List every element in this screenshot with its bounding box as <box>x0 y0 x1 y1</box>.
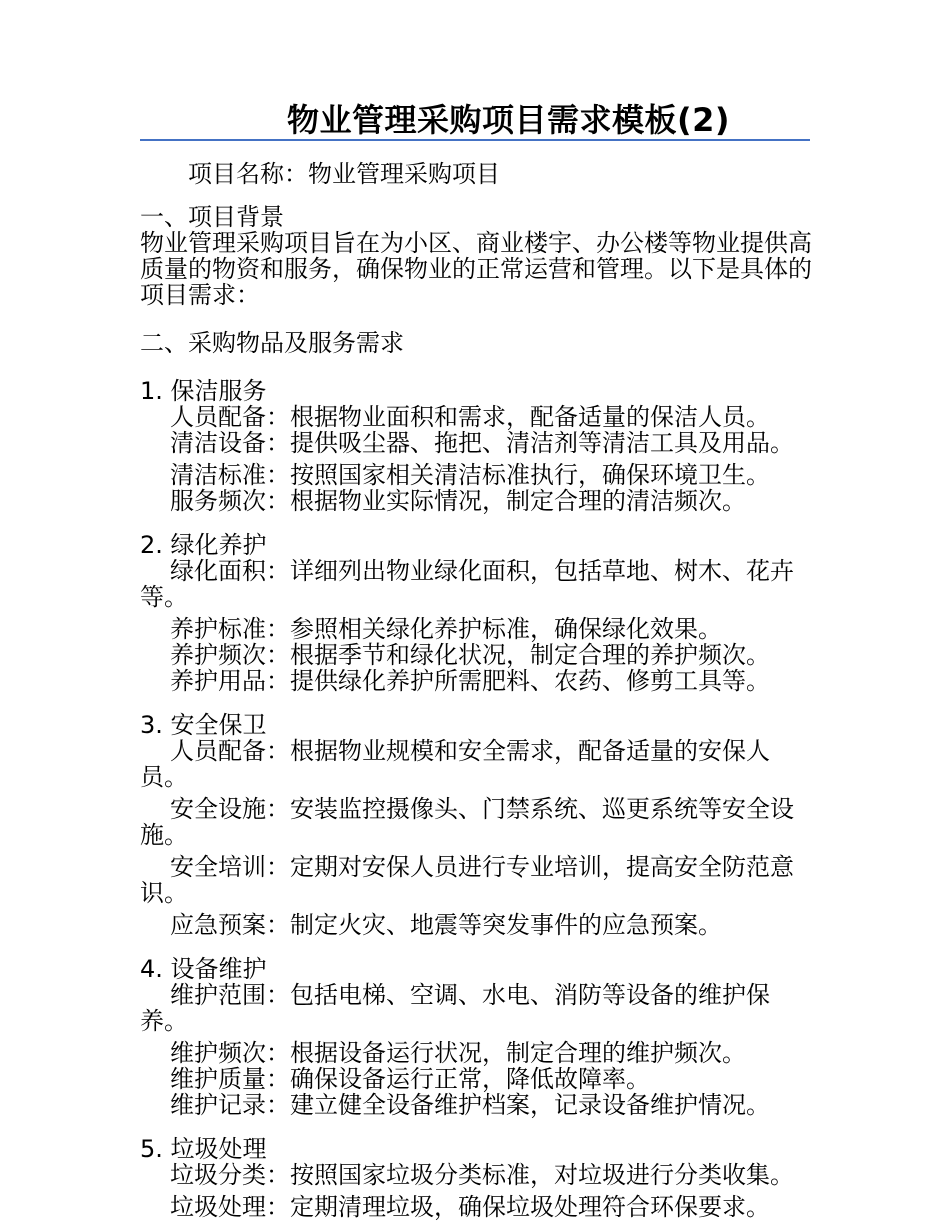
spacer <box>140 1118 812 1136</box>
project-name: 项目名称：物业管理采购项目 <box>188 160 500 188</box>
list-item: 养护频次：根据季节和绿化状况，制定合理的养护频次。 <box>170 641 770 669</box>
group-heading: 1. 保洁服务 <box>140 377 267 405</box>
list-item: 绿化面积：详细列出物业绿化面积，包括草地、树木、花卉等。 <box>140 557 794 611</box>
section-heading-requirements: 二、采购物品及服务需求 <box>140 329 404 357</box>
group-security <box>140 712 812 938</box>
group-heading: 4. 设备维护 <box>140 955 267 983</box>
group-heading: 5. 垃圾处理 <box>140 1135 267 1163</box>
group-greening <box>140 532 812 694</box>
title-underline <box>140 139 810 141</box>
list-item: 清洁设备：提供吸尘器、拖把、清洁剂等清洁工具及用品。 <box>170 429 794 457</box>
list-item: 清洁标准：按照国家相关清洁标准执行，确保环境卫生。 <box>170 461 770 489</box>
list-item: 人员配备：根据物业规模和安全需求，配备适量的安保人员。 <box>140 737 770 791</box>
list-item: 维护范围：包括电梯、空调、水电、消防等设备的维护保养。 <box>140 981 770 1035</box>
spacer <box>140 694 812 712</box>
document-title: 物业管理采购项目需求模板(2) <box>286 101 730 139</box>
spacer <box>140 356 812 378</box>
document-body <box>140 158 812 1220</box>
group-heading: 2. 绿化养护 <box>140 531 267 559</box>
list-item: 安全设施：安装监控摄像头、门禁系统、巡更系统等安全设施。 <box>140 795 794 849</box>
list-item: 服务频次：根据物业实际情况，制定合理的清洁频次。 <box>170 487 746 515</box>
list-item: 应急预案：制定火灾、地震等突发事件的应急预案。 <box>170 911 722 939</box>
list-item: 维护频次：根据设备运行状况，制定合理的维护频次。 <box>170 1039 746 1067</box>
list-item: 养护标准：参照相关绿化养护标准，确保绿化效果。 <box>170 615 722 643</box>
list-item: 维护记录：建立健全设备维护档案，记录设备维护情况。 <box>170 1091 770 1119</box>
spacer <box>140 938 812 956</box>
list-item: 养护用品：提供绿化养护所需肥料、农药、修剪工具等。 <box>170 667 770 695</box>
list-item: 垃圾分类：按照国家垃圾分类标准，对垃圾进行分类收集。 <box>170 1161 794 1189</box>
group-heading: 3. 安全保卫 <box>140 711 267 739</box>
group-waste <box>140 1136 812 1220</box>
list-item: 人员配备：根据物业面积和需求，配备适量的保洁人员。 <box>170 403 770 431</box>
section-heading-background: 一、项目背景 <box>140 203 284 231</box>
list-item: 维护质量：确保设备运行正常，降低故障率。 <box>170 1065 650 1093</box>
spacer <box>140 514 812 532</box>
spacer <box>140 308 812 330</box>
list-item: 垃圾处理：定期清理垃圾，确保垃圾处理符合环保要求。 <box>170 1193 770 1221</box>
background-paragraph: 物业管理采购项目旨在为小区、商业楼宇、办公楼等物业提供高质量的物资和服务，确保物业的正常运营和管理。以下是具体的项目需求： <box>140 229 812 309</box>
group-cleaning <box>140 378 812 514</box>
group-equipment <box>140 956 812 1118</box>
list-item: 安全培训：定期对安保人员进行专业培训，提高安全防范意识。 <box>140 853 794 907</box>
